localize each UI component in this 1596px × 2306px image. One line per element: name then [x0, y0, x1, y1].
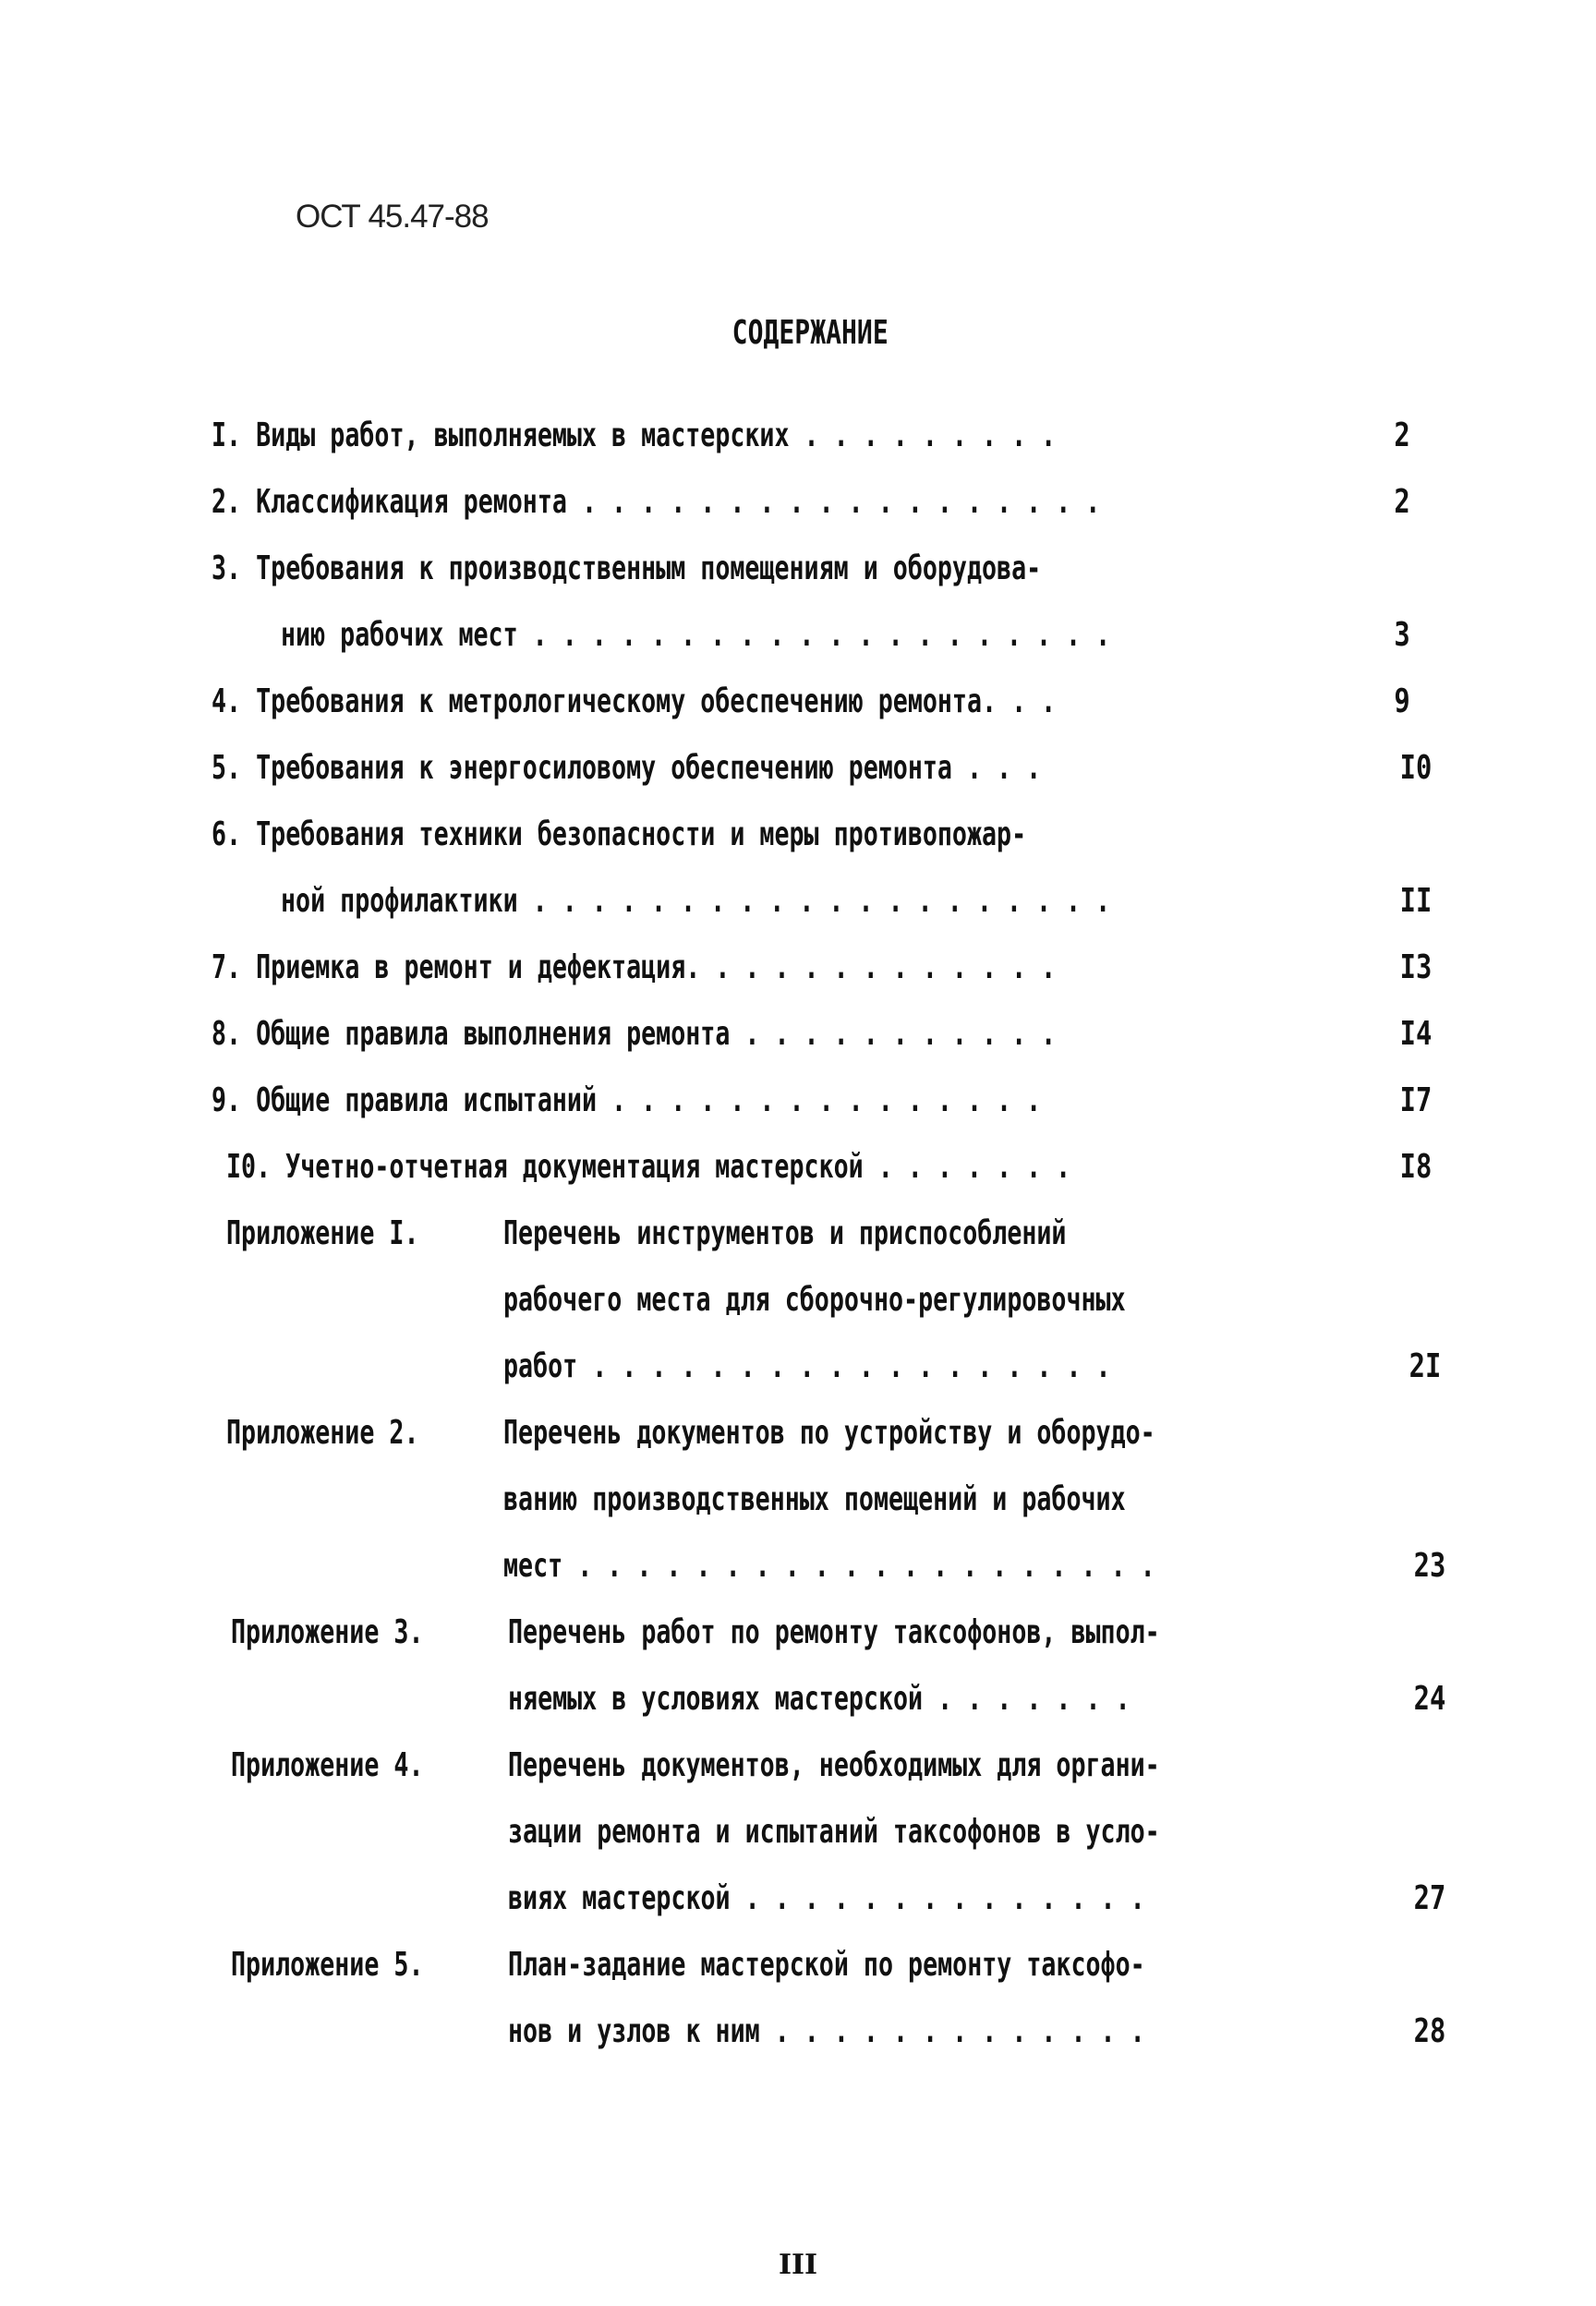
appendix-text-continued: рабочего места для сборочно-регулировочных: [503, 1281, 1126, 1319]
toc-entry-text: 3. Требования к производственным помещениям и оборудова-: [212, 549, 1042, 587]
appendix-text-continued: работ . . . . . . . . . . . . . . . . . .: [503, 1347, 1111, 1385]
appendix-text-continued: виях мастерской . . . . . . . . . . . . . .: [508, 1879, 1145, 1917]
toc-page-number: I8: [1399, 1148, 1432, 1186]
page-title: СОДЕРЖАНИЕ: [732, 314, 889, 352]
document-code: ОСТ 45.47-88: [296, 199, 489, 235]
appendix-label: Приложение 5.: [231, 1946, 424, 1984]
toc-page-number: 9: [1394, 682, 1410, 720]
toc-entry-text: 8. Общие правила выполнения ремонта . . . . . . . . . . .: [212, 1015, 1057, 1053]
appendix-text-continued: мест . . . . . . . . . . . . . . . . . . . .: [503, 1547, 1155, 1585]
toc-entry-text-continued: нию рабочих мест . . . . . . . . . . . . . . . . . . . .: [281, 616, 1111, 654]
toc-page-number: I4: [1399, 1015, 1432, 1053]
toc-entry-text: 9. Общие правила испытаний . . . . . . . . . . . . . . .: [212, 1081, 1042, 1119]
appendix-page-number: 2I: [1409, 1347, 1441, 1385]
toc-entry-text: 7. Приемка в ремонт и дефектация. . . . . . . . . . . . .: [212, 948, 1057, 986]
toc-entry-text: 4. Требования к метрологическому обеспечению ремонта. . .: [212, 682, 1057, 720]
appendix-text: План-задание мастерской по ремонту таксофо-: [508, 1946, 1145, 1984]
appendix-page-number: 24: [1413, 1680, 1445, 1718]
toc-entry-text: 6. Требования техники безопасности и меры противопожар-: [212, 815, 1027, 853]
toc-entry-text: I. Виды работ, выполняемых в мастерских . . . . . . . . .: [212, 417, 1057, 454]
appendix-text: Перечень документов по устройству и оборудо-: [503, 1414, 1155, 1452]
toc-page-number: I7: [1399, 1081, 1432, 1119]
toc-page-number: 2: [1394, 483, 1410, 521]
toc-page-number: I0: [1399, 749, 1432, 787]
toc-page-number: 2: [1394, 417, 1410, 454]
appendix-text-continued: няемых в условиях мастерской . . . . . . .: [508, 1680, 1130, 1718]
toc-entry-text: I0. Учетно-отчетная документация мастерской . . . . . . .: [226, 1148, 1071, 1186]
appendix-text-continued: зации ремонта и испытаний таксофонов в усло-: [508, 1813, 1160, 1851]
appendix-text-continued: нов и узлов к ним . . . . . . . . . . . . .: [508, 2012, 1145, 2050]
appendix-page-number: 27: [1413, 1879, 1445, 1917]
appendix-label: Приложение I.: [226, 1214, 419, 1252]
toc-entry-text: 2. Классификация ремонта . . . . . . . . . . . . . . . . . .: [212, 483, 1101, 521]
page-folio: III: [778, 2249, 818, 2281]
appendix-label: Приложение 2.: [226, 1414, 419, 1452]
appendix-text: Перечень инструментов и приспособлений: [503, 1214, 1067, 1252]
appendix-text: Перечень работ по ремонту таксофонов, выпол-: [508, 1613, 1160, 1651]
toc-entry-text: 5. Требования к энергосиловому обеспечению ремонта . . .: [212, 749, 1042, 787]
appendix-label: Приложение 3.: [231, 1613, 424, 1651]
appendix-text: Перечень документов, необходимых для органи-: [508, 1746, 1160, 1784]
appendix-label: Приложение 4.: [231, 1746, 424, 1784]
appendix-page-number: 28: [1413, 2012, 1445, 2050]
toc-page-number: I3: [1399, 948, 1432, 986]
toc-entry-text-continued: ной профилактики . . . . . . . . . . . . . . . . . . . .: [281, 882, 1111, 920]
toc-page-number: II: [1399, 882, 1432, 920]
appendix-text-continued: ванию производственных помещений и рабочих: [503, 1480, 1126, 1518]
toc-page-number: 3: [1394, 616, 1410, 654]
appendix-page-number: 23: [1413, 1547, 1445, 1585]
